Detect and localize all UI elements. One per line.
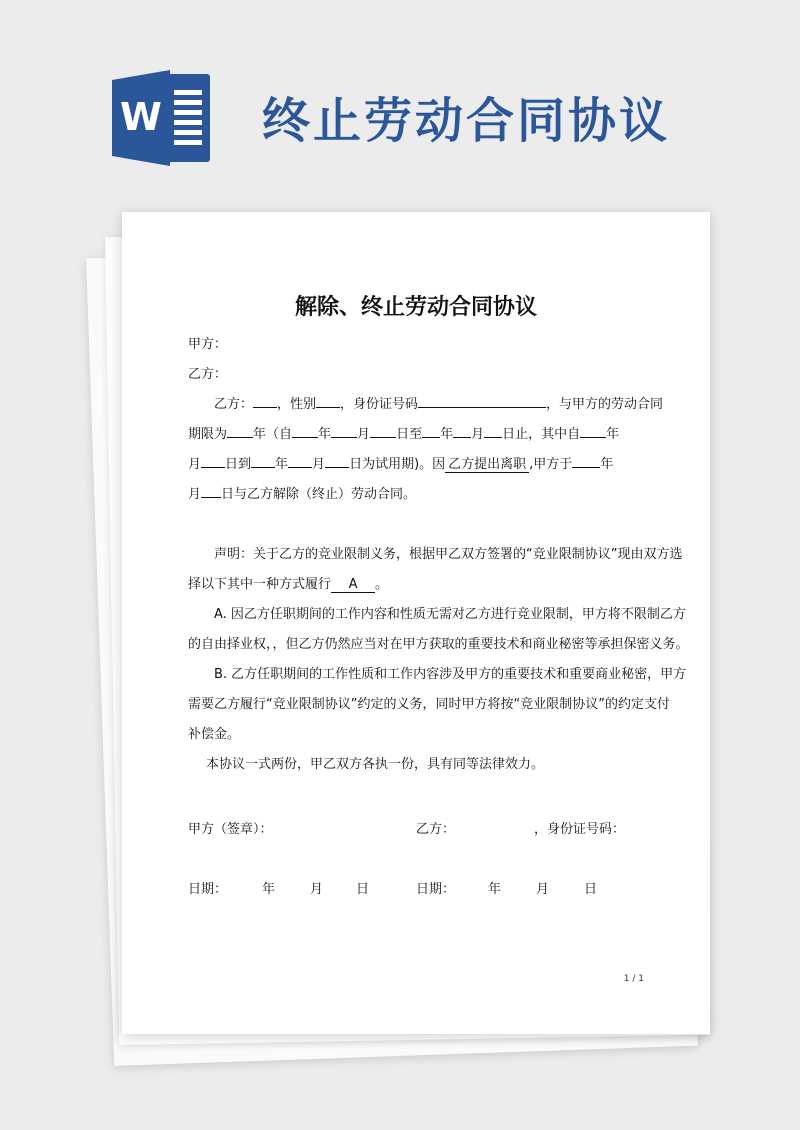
word-logo-icon [112, 70, 212, 166]
id-number-label: ，身份证号码： [534, 822, 626, 837]
party-a-signature-label: 甲方（签章）： [188, 822, 273, 837]
paragraph-declaration: 声明：关于乙方的竞业限制义务，根据甲乙双方签署的“竞业限制协议”现由双方选 择以下其中一种方式履行 A 。 [188, 547, 683, 592]
blank-id-number [418, 391, 546, 408]
document-title: 解除、终止劳动合同协议 [294, 295, 537, 320]
choice-value: A [331, 576, 375, 593]
termination-reason: 乙方提出离职 [445, 456, 529, 473]
banner-title: 终止劳动合同协议 [262, 93, 671, 149]
paragraph-option-a: A. 因乙方任职期间的工作内容和性质无需对乙方进行竞业限制，甲方将不限制乙方 的自由择业权，，但乙方仍然应当对在甲方获取的重要技术和商业秘密等承担保密义务。 [188, 607, 689, 652]
paragraph-termination: 乙方： ，性别 ，身份证号码 ，与甲方的劳动合同 期限为 年（自 年 月 日至 年 月 日止，其中自 年 月 日到 年 月 日为试用期)。因 乙方提出离职 ,甲方于 年 月 日与乙方解除（终止）劳动合同。 [188, 390, 646, 510]
word-logo-letter: W [120, 95, 162, 139]
page-number: 1 / 1 [623, 974, 644, 984]
document-body [188, 330, 689, 780]
party-a-line: 甲方： [188, 337, 228, 352]
blank-name [253, 391, 277, 408]
paragraph-option-b: B. 乙方任职期间的工作性质和工作内容涉及甲方的重要技术和重要商业秘密，甲方 需要乙方履行“竞业限制协议”约定的义务，同时甲方将按“竞业限制协议”的约定支付 补偿金。 [188, 667, 687, 742]
party-b-signature-label: 乙方： [416, 822, 456, 837]
date-label-a: 日期： [188, 882, 228, 897]
document-page: 解除、终止劳动合同协议 甲方： 乙方： 乙方： ，性别 ，身份证号码 ，与甲方的劳动合同 期限为 年（自 年 月 日至 年 月 日止，其中自 年 月 日到 年 月 日为试用期)。因 乙方提出离职 ,甲方于 年 月 日与乙方解除（终止）劳动合同。 声明：关于乙方的竞业限制义务，根据甲乙双方签署的“竞业限制协议”现由双方选 择以下其中一种方式履行 A 。 A. 因乙方任职期间的工作内容和性质无需对乙方进行竞业限制，甲方将不限制乙方 的自由择业权，，但乙方仍然应当对在甲方获取的重要技术和商业秘密等承担保密义务。 B. 乙方任职期间的工作性质和工作内容涉及甲方的重要技术和重要商业秘密，甲方 需要乙方履行“竞业限制协议”约定的义务，同时甲方将按“竞业限制协议”的约定支付 补偿金。 本协议一式两份，甲乙双方各执一份，具有同等法律效力。 甲方（签章）： 乙方： ，身份证号码： 日期： 年 月 日 日期： 年 月 日 1 / 1 [122, 212, 710, 1034]
blank-gender [316, 391, 340, 408]
paragraph-copies: 本协议一式两份，甲乙双方各执一份，具有同等法律效力。 [206, 757, 545, 772]
date-label-b: 日期： [416, 882, 456, 897]
party-b-line: 乙方： [188, 367, 228, 382]
